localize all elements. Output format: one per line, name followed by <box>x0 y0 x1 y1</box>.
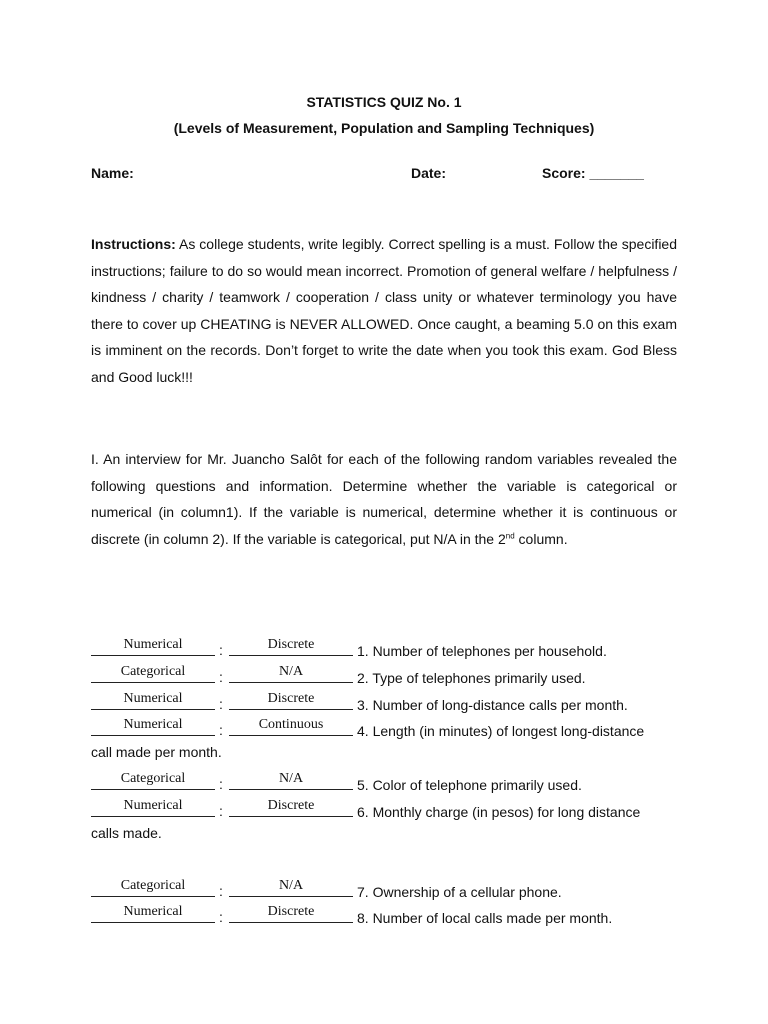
instructions-label: Instructions: <box>91 236 176 252</box>
handwritten-answer-2: N/A <box>278 664 304 679</box>
handwritten-answer-1: Categorical <box>120 664 186 679</box>
handwritten-answer-1: Categorical <box>120 878 186 893</box>
answer-blank-2 <box>229 655 353 656</box>
section-1-text: I. An interview for Mr. Juancho Salôt for each of the following random variables revealed the following questions and information. Determine whether the variable is categorical or numerical (in column1). If the variable is numerical, determine whether it is continuous or discrete (in column 2). If the variable is categorical, put N/A in the 2 <box>91 451 677 547</box>
question-text: 3. Number of long-distance calls per month. <box>357 697 628 713</box>
separator-colon: : <box>219 776 223 792</box>
separator-colon: : <box>219 883 223 899</box>
separator-colon: : <box>219 669 223 685</box>
separator-colon: : <box>219 696 223 712</box>
quiz-item <box>91 901 691 926</box>
question-text: 1. Number of telephones per household. <box>357 643 607 659</box>
quiz-item <box>91 875 691 900</box>
separator-colon: : <box>219 722 223 738</box>
answer-blank-2 <box>229 789 353 790</box>
handwritten-answer-2: Discrete <box>267 798 315 813</box>
quiz-item <box>91 795 691 820</box>
handwritten-answer-2: N/A <box>278 771 304 786</box>
question-text: 2. Type of telephones primarily used. <box>357 670 586 686</box>
quiz-item <box>91 688 691 713</box>
page-subtitle: (Levels of Measurement, Population and Sampling Techniques) <box>173 120 595 136</box>
section-1-paragraph <box>91 446 677 552</box>
separator-colon: : <box>219 909 223 925</box>
question-text: 4. Length (in minutes) of longest long-distance <box>357 723 645 739</box>
handwritten-answer-1: Numerical <box>123 691 183 706</box>
quiz-item <box>91 661 691 686</box>
answer-blank-1 <box>91 709 215 710</box>
handwritten-answer-2: Continuous <box>258 717 324 732</box>
answer-blank-2 <box>229 896 353 897</box>
question-text: 6. Monthly charge (in pesos) for long distance <box>357 804 641 820</box>
instructions-paragraph <box>91 231 677 391</box>
handwritten-answer-1: Numerical <box>123 637 183 652</box>
question-text: 5. Color of telephone primarily used. <box>357 777 582 793</box>
quiz-item <box>91 768 691 793</box>
name-label: Name: <box>91 165 134 181</box>
handwritten-answer-1: Categorical <box>120 771 186 786</box>
question-continuation: call made per month. <box>91 744 222 760</box>
answer-blank-1 <box>91 682 215 683</box>
page-title: STATISTICS QUIZ No. 1 <box>306 94 462 110</box>
answer-blank-1 <box>91 922 215 923</box>
separator-colon: : <box>219 803 223 819</box>
instructions-text: As college students, write legibly. Correct spelling is a must. Follow the specified instructions; failure to do so would mean incorrect. Promotion of general welfare / helpfulness / kindness / charity / teamwork / cooperation / class unity or whatever terminology you have there to cover up CHEATING is NEVER ALLOWED. Once caught, a beaming 5.0 on this exam is imminent on the records. Don’t forget to write the date when you took this exam. God Bless and Good luck!!! <box>91 236 677 385</box>
handwritten-answer-2: Discrete <box>267 691 315 706</box>
handwritten-answer-1: Numerical <box>123 904 183 919</box>
answer-blank-1 <box>91 735 215 736</box>
answer-blank-2 <box>229 735 353 736</box>
handwritten-answer-2: N/A <box>278 878 304 893</box>
handwritten-answer-1: Numerical <box>123 717 183 732</box>
quiz-item <box>91 634 691 659</box>
score-label: Score: _______ <box>542 165 644 181</box>
answer-blank-2 <box>229 682 353 683</box>
answer-blank-1 <box>91 896 215 897</box>
handwritten-answer-2: Discrete <box>267 637 315 652</box>
question-continuation: calls made. <box>91 825 162 841</box>
handwritten-answer-2: Discrete <box>267 904 315 919</box>
separator-colon: : <box>219 642 223 658</box>
date-label: Date: <box>411 165 447 181</box>
handwritten-answer-1: Numerical <box>123 798 183 813</box>
question-text: 7. Ownership of a cellular phone. <box>357 884 562 900</box>
section-1-superscript: nd <box>505 531 515 541</box>
answer-blank-1 <box>91 816 215 817</box>
answer-blank-2 <box>229 709 353 710</box>
answer-blank-2 <box>229 816 353 817</box>
quiz-item <box>91 714 691 739</box>
question-text: 8. Number of local calls made per month. <box>357 910 613 926</box>
answer-blank-1 <box>91 789 215 790</box>
answer-blank-1 <box>91 655 215 656</box>
answer-blank-2 <box>229 922 353 923</box>
section-1-text-end: column. <box>514 530 568 547</box>
